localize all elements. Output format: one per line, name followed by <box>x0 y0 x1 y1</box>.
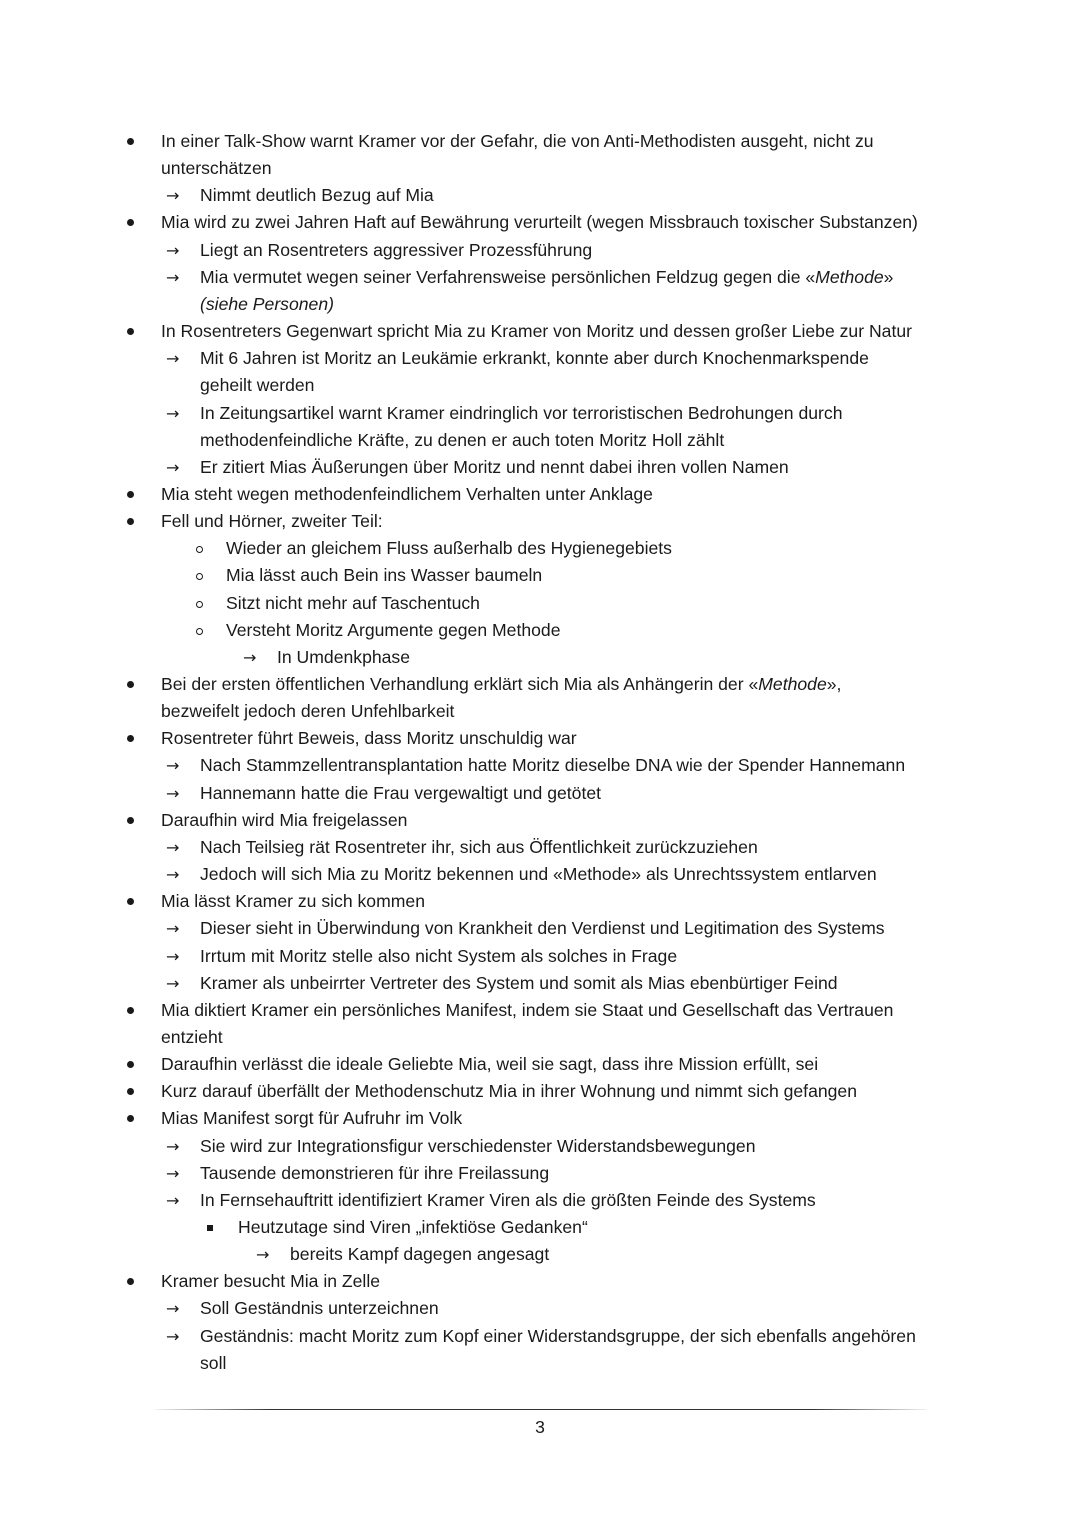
right-arrow-icon: → <box>166 1163 180 1183</box>
bullet-icon <box>127 1088 134 1095</box>
list-item-line: Sitzt nicht mehr auf Taschentuch <box>226 592 480 613</box>
hollow-bullet-icon <box>196 546 203 553</box>
right-arrow-icon: → <box>166 240 180 260</box>
list-item-line: (siehe Personen) <box>200 293 334 314</box>
list-item-line: Mia wird zu zwei Jahren Haft auf Bewährung verurteilt (wegen Missbrauch toxischer Substanzen) <box>161 212 918 233</box>
bullet-icon <box>127 1115 134 1122</box>
footer-rule <box>155 1409 927 1410</box>
right-arrow-icon: → <box>166 783 180 803</box>
right-arrow-icon: → <box>166 1299 180 1319</box>
square-bullet-icon <box>207 1225 213 1231</box>
list-item-line: Heutzutage sind Viren „infektiöse Gedanken“ <box>238 1217 588 1237</box>
list-item-line: geheilt werden <box>200 375 315 396</box>
bullet-icon <box>127 328 134 335</box>
list-item-line: Mia vermutet wegen seiner Verfahrensweise persönlichen Feldzug gegen die «Methode» <box>200 266 894 287</box>
right-arrow-icon: → <box>166 457 180 477</box>
right-arrow-icon: → <box>166 919 180 939</box>
right-arrow-icon: → <box>166 186 180 206</box>
list-item-line: Mia steht wegen methodenfeindlichem Verhalten unter Anklage <box>161 483 653 504</box>
list-item-line: Mit 6 Jahren ist Moritz an Leukämie erkrankt, konnte aber durch Knochenmarkspende <box>200 348 869 369</box>
hollow-bullet-icon <box>196 573 203 580</box>
list-item-line: Wieder an gleichem Fluss außerhalb des Hygienegebiets <box>226 538 672 559</box>
bullet-icon <box>127 817 134 824</box>
right-arrow-icon: → <box>166 973 180 993</box>
list-item-line: Nimmt deutlich Bezug auf Mia <box>200 185 434 206</box>
right-arrow-icon: → <box>166 837 180 857</box>
list-item-line: Er zitiert Mias Äußerungen über Moritz und nennt dabei ihren vollen Namen <box>200 456 789 477</box>
bullet-icon <box>127 681 134 688</box>
list-item-line: entzieht <box>161 1026 223 1047</box>
right-arrow-icon: → <box>166 756 180 776</box>
right-arrow-icon: → <box>166 267 180 287</box>
right-arrow-icon: → <box>166 946 180 966</box>
hollow-bullet-icon <box>196 628 203 635</box>
list-item-line: unterschätzen <box>161 158 272 179</box>
list-item-line: Daraufhin verlässt die ideale Geliebte Mia, weil sie sagt, dass ihre Mission erfüllt, sei <box>161 1054 819 1075</box>
list-item-line: bezweifelt jedoch deren Unfehlbarkeit <box>161 701 455 722</box>
right-arrow-icon: → <box>166 1326 180 1346</box>
list-item-line: Sie wird zur Integrationsfigur verschiedenster Widerstandsbewegungen <box>200 1135 756 1156</box>
bullet-icon <box>127 735 134 742</box>
list-item-line: Bei der ersten öffentlichen Verhandlung erklärt sich Mia als Anhängerin der «Methode», <box>161 674 842 694</box>
right-arrow-icon: → <box>166 349 180 369</box>
list-item-line: Nach Stammzellentransplantation hatte Moritz dieselbe DNA wie der Spender Hannemann <box>200 755 906 776</box>
list-item-line: soll <box>200 1352 227 1373</box>
list-item-line: Daraufhin wird Mia freigelassen <box>161 809 408 830</box>
list-item-line: bereits Kampf dagegen angesagt <box>290 1244 550 1265</box>
list-item-line: Kramer besucht Mia in Zelle <box>161 1271 381 1292</box>
list-item-line: Jedoch will sich Mia zu Moritz bekennen und «Methode» als Unrechtssystem entlarven <box>200 864 877 885</box>
right-arrow-icon: → <box>166 403 180 423</box>
list-item-line: Soll Geständnis unterzeichnen <box>200 1298 439 1319</box>
list-item-line: Dieser sieht in Überwindung von Krankheit den Verdienst und Legitimation des Systems <box>200 918 885 939</box>
list-item-line: Rosentreter führt Beweis, dass Moritz unschuldig war <box>161 728 577 749</box>
bullet-icon <box>127 219 134 226</box>
list-item-line: Hannemann hatte die Frau vergewaltigt und getötet <box>200 782 602 803</box>
list-item-line: Kramer als unbeirrter Vertreter des System und somit als Mias ebenbürtiger Feind <box>200 972 838 993</box>
right-arrow-icon: → <box>243 647 257 667</box>
list-item-line: Mia diktiert Kramer ein persönliches Manifest, indem sie Staat und Gesellschaft das Vertrauen <box>161 999 894 1020</box>
bullet-icon <box>127 898 134 905</box>
list-item-line: In Umdenkphase <box>277 646 411 667</box>
hollow-bullet-icon <box>196 601 203 608</box>
list-item-line: In Rosentreters Gegenwart spricht Mia zu Kramer von Moritz und dessen großer Liebe zur Natur <box>161 321 912 342</box>
bullet-icon <box>127 491 134 498</box>
right-arrow-icon: → <box>166 865 180 885</box>
list-item-line: Mias Manifest sorgt für Aufruhr im Volk <box>161 1108 463 1129</box>
page-number: 3 <box>535 1417 545 1437</box>
list-item-line: Kurz darauf überfällt der Methodenschutz Mia in ihrer Wohnung und nimmt sich gefangen <box>161 1081 857 1102</box>
list-item-line: Nach Teilsieg rät Rosentreter ihr, sich aus Öffentlichkeit zurückzuziehen <box>200 836 758 857</box>
bullet-icon <box>127 1278 134 1285</box>
list-item-line: Mia lässt auch Bein ins Wasser baumeln <box>226 565 543 586</box>
list-item-line: Versteht Moritz Argumente gegen Methode <box>226 619 561 640</box>
right-arrow-icon: → <box>166 1136 180 1156</box>
list-item-line: Mia lässt Kramer zu sich kommen <box>161 891 425 912</box>
list-item-line: Liegt an Rosentreters aggressiver Prozessführung <box>200 239 593 260</box>
right-arrow-icon: → <box>256 1245 270 1265</box>
list-item-line: Geständnis: macht Moritz zum Kopf einer Widerstandsgruppe, der sich ebenfalls angehören <box>200 1325 916 1346</box>
list-item-line: Irrtum mit Moritz stelle also nicht System als solches in Frage <box>200 945 678 966</box>
list-item-line: In einer Talk-Show warnt Kramer vor der Gefahr, die von Anti-Methodisten ausgeht, nicht zu <box>161 131 874 151</box>
list-item-line: methodenfeindliche Kräfte, zu denen er auch toten Moritz Holl zählt <box>200 429 725 450</box>
bullet-icon <box>127 1061 134 1068</box>
list-item-line: In Fernsehauftritt identifiziert Kramer Viren als die größten Feinde des Systems <box>200 1189 816 1210</box>
bullet-icon <box>127 518 134 525</box>
list-item-line: Fell und Hörner, zweiter Teil: <box>161 511 383 532</box>
list-item-line: In Zeitungsartikel warnt Kramer eindringlich vor terroristischen Bedrohungen durch <box>200 402 843 423</box>
list-item-line: Tausende demonstrieren für ihre Freilassung <box>200 1162 550 1183</box>
right-arrow-icon: → <box>166 1190 180 1210</box>
bullet-icon <box>127 1007 134 1014</box>
bullet-icon <box>127 138 134 145</box>
